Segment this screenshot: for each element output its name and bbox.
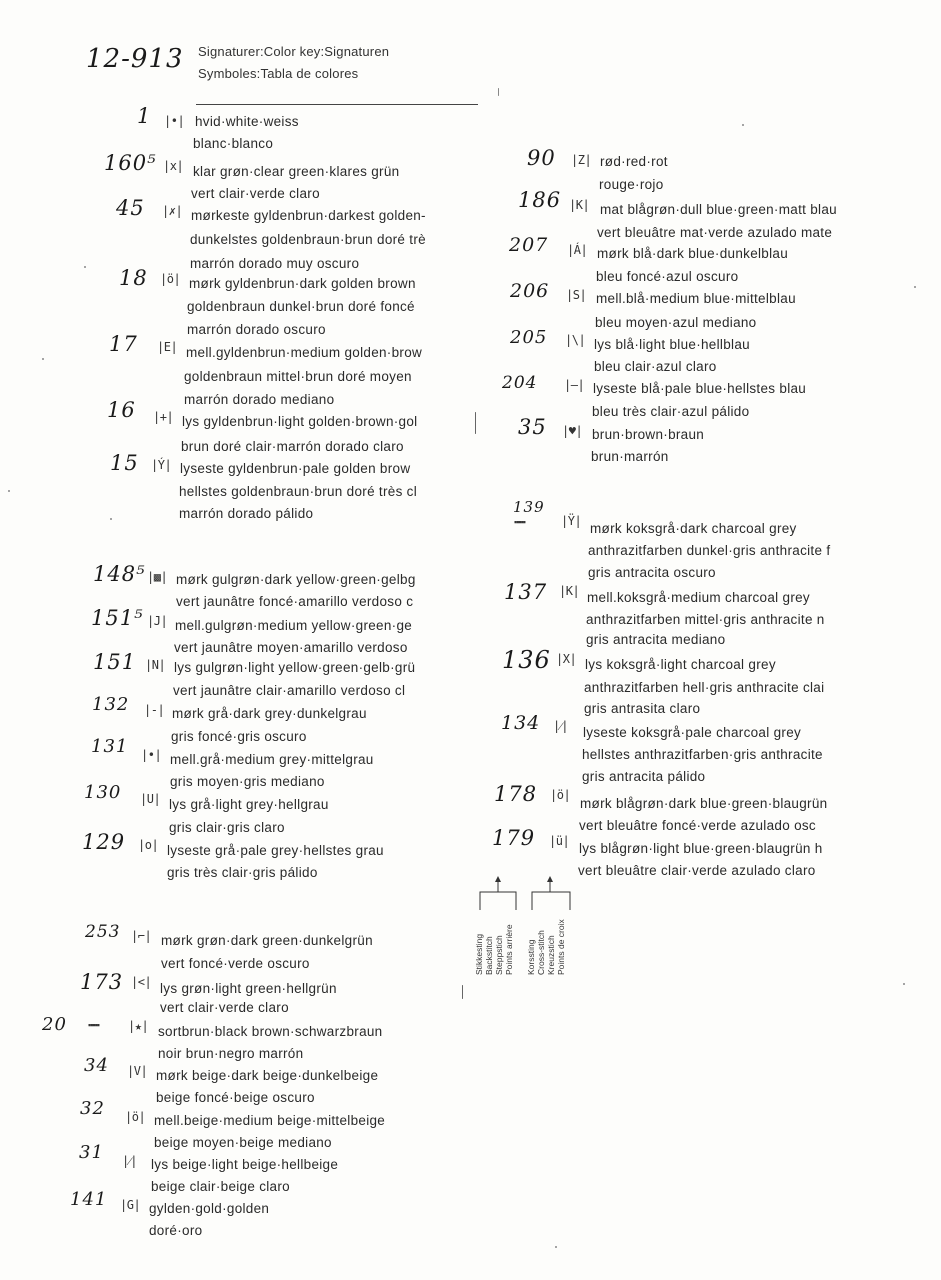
symbol-box: |♥|: [562, 424, 583, 438]
legend-brackets: [470, 874, 590, 914]
symbol-box: |U|: [140, 792, 161, 806]
color-name: marrón dorado mediano: [184, 392, 335, 407]
color-name: gris moyen·gris mediano: [170, 774, 325, 789]
color-number: 137: [504, 580, 548, 604]
color-name: klar grøn·clear green·klares grün: [193, 164, 400, 179]
color-name: mørk koksgrå·dark charcoal grey: [590, 521, 797, 536]
color-name: gylden·gold·golden: [149, 1201, 270, 1216]
color-number: 16: [107, 398, 136, 422]
legend-backstitch-label: Points arrière: [504, 924, 514, 975]
color-name: vert bleuâtre foncé·verde azulado osc: [579, 818, 816, 833]
symbol-box: |\|: [565, 333, 586, 347]
color-name: bleu moyen·azul mediano: [595, 315, 757, 330]
symbol-box: |G|: [120, 1198, 141, 1212]
color-number: 204: [502, 373, 538, 393]
symbol-box: |V|: [127, 1064, 148, 1078]
scan-mark: [498, 88, 499, 96]
color-name: gris antracita mediano: [586, 632, 726, 647]
color-name: beige foncé·beige oscuro: [156, 1090, 315, 1105]
color-name: mell.koksgrå·medium charcoal grey: [587, 590, 810, 605]
color-number: 132: [92, 694, 130, 715]
scan-speck: [742, 124, 744, 126]
color-name: dunkelstes goldenbraun·brun doré trè: [190, 232, 426, 247]
color-name: gris antrasita claro: [584, 701, 701, 716]
color-name: hellstes goldenbraun·brun doré très cl: [179, 484, 418, 499]
color-number: 129: [82, 830, 126, 854]
symbol-box: |-|: [144, 703, 165, 717]
color-name: noir brun·negro marrón: [158, 1046, 304, 1061]
color-name: brun·marrón: [591, 449, 669, 464]
color-name: vert bleuâtre clair·verde azulado claro: [578, 863, 816, 878]
symbol-box: |<|: [131, 975, 152, 989]
legend-cross-stitch-label: Kreuzstich: [546, 935, 556, 975]
color-number: 148⁵: [93, 562, 146, 586]
color-name: lys grøn·light green·hellgrün: [160, 981, 337, 996]
color-name: sortbrun·black brown·schwarzbraun: [158, 1024, 383, 1039]
color-number: 186: [518, 188, 562, 212]
color-name: mørk grøn·dark green·dunkelgrün: [161, 933, 373, 948]
color-name: mell.beige·medium beige·mittelbeige: [154, 1113, 386, 1128]
color-name: goldenbraun dunkel·brun doré foncé: [187, 299, 415, 314]
arrow-up-icon: [495, 876, 501, 882]
arrow-up-icon: [547, 876, 553, 882]
symbol-box: |J|: [147, 614, 168, 628]
color-name: lys gulgrøn·light yellow·green·gelb·grü: [174, 660, 416, 675]
color-name: marrón dorado muy oscuro: [190, 256, 360, 271]
color-number: 45: [116, 196, 145, 220]
color-number: 90: [527, 146, 556, 170]
color-name: mørk blågrøn·dark blue·green·blaugrün: [580, 796, 828, 811]
color-name: gris foncé·gris oscuro: [171, 729, 307, 744]
legend-cross-stitch-label: Korssting: [526, 939, 536, 975]
header-rule: [196, 104, 478, 105]
symbol-box: |o|: [138, 838, 159, 852]
color-number: 17: [109, 332, 138, 356]
color-name: rouge·rojo: [599, 177, 664, 192]
symbol-box: |•|: [141, 748, 162, 762]
symbol-box: |x|: [163, 159, 184, 173]
color-name: mell.gulgrøn·medium yellow·green·ge: [175, 618, 413, 633]
color-name: mørkeste gyldenbrun·darkest golden-: [191, 208, 426, 223]
symbol-box: |–|: [564, 378, 585, 392]
symbol-box: |N|: [145, 658, 166, 672]
color-name: vert bleuâtre mat·verde azulado mate: [597, 225, 833, 240]
color-name: lys blå·light blue·hellblau: [594, 337, 750, 352]
color-name: bleu clair·azul claro: [594, 359, 717, 374]
color-name: mørk blå·dark blue·dunkelblau: [597, 246, 789, 261]
color-name: doré·oro: [149, 1223, 203, 1238]
symbol-box: |+|: [153, 410, 174, 424]
color-number: 34: [84, 1055, 109, 1076]
scan-speck: [8, 490, 10, 492]
color-name: lyseste grå·pale grey·hellstes grau: [167, 843, 384, 858]
color-name: hvid·white·weiss: [195, 114, 299, 129]
symbol-box: |✗|: [162, 204, 183, 218]
color-number: 151⁵: [91, 606, 144, 630]
color-name: lys grå·light grey·hellgrau: [169, 797, 329, 812]
color-name: lys gyldenbrun·light golden·brown·gol: [182, 414, 418, 429]
color-name: mell.grå·medium grey·mittelgrau: [170, 752, 374, 767]
color-name: vert jaunâtre moyen·amarillo verdoso: [174, 640, 408, 655]
color-number: 15: [110, 451, 139, 475]
color-number: 136: [502, 646, 551, 674]
color-number: 130: [84, 782, 122, 803]
color-number: 178: [494, 782, 538, 806]
color-name: beige clair·beige claro: [151, 1179, 290, 1194]
symbol-box: |Ε|: [157, 340, 178, 354]
symbol-box: |X|: [556, 652, 577, 666]
legend-cross-stitch-label: Points de croix: [556, 919, 566, 975]
color-name: vert foncé·verde oscuro: [161, 956, 310, 971]
color-name: mell.gyldenbrun·medium golden·brow: [186, 345, 423, 360]
header-line-2: Symboles:Tabla de colores: [198, 66, 359, 81]
backstitch-dashes: ▪▪▪▪▪: [88, 1020, 99, 1030]
scan-speck: [555, 1246, 557, 1248]
symbol-box: |ö|: [160, 272, 181, 286]
legend-backstitch-label: Steppstich: [494, 935, 504, 975]
color-number: 206: [510, 280, 550, 302]
color-name: vert clair·verde claro: [160, 1000, 289, 1015]
color-name: anthrazitfarben hell·gris anthracite clai: [584, 680, 825, 695]
color-number: 31: [79, 1142, 104, 1163]
color-name: vert clair·verde claro: [191, 186, 320, 201]
symbol-box: |ö|: [550, 788, 571, 802]
scan-speck: [42, 358, 44, 360]
color-name: lys koksgrå·light charcoal grey: [585, 657, 776, 672]
symbol-box: |•|: [164, 114, 185, 128]
color-name: mørk grå·dark grey·dunkelgrau: [172, 706, 367, 721]
color-number: 134: [501, 712, 541, 734]
color-number: 151: [93, 650, 137, 674]
scan-speck: [903, 983, 905, 985]
backstitch-dashes: ▪▪▪▪▪: [514, 517, 525, 527]
scan-speck: [110, 518, 112, 520]
color-name: bleu très clair·azul pálido: [592, 404, 750, 419]
color-name: beige moyen·beige mediano: [154, 1135, 332, 1150]
legend-cross-stitch-label: Cross-stitch: [536, 930, 546, 975]
color-number: 179: [492, 826, 536, 850]
color-name: lyseste gyldenbrun·pale golden brow: [180, 461, 411, 476]
symbol-box: |K|: [559, 584, 580, 598]
symbol-box: |▩|: [147, 570, 168, 584]
color-number: 207: [509, 234, 549, 256]
color-name: lys beige·light beige·hellbeige: [151, 1157, 339, 1172]
color-number: 32: [80, 1098, 105, 1119]
color-name: vert jaunâtre foncé·amarillo verdoso c: [176, 594, 414, 609]
color-name: marrón dorado oscuro: [187, 322, 326, 337]
header-line-1: Signaturer:Color key:Signaturen: [198, 44, 390, 59]
color-number: 141: [70, 1189, 108, 1210]
color-number: 18: [119, 266, 148, 290]
scan-mark: [475, 412, 476, 434]
color-name: mat blågrøn·dull blue·green·matt blau: [600, 202, 837, 217]
color-name: goldenbraun mittel·brun doré moyen: [184, 369, 412, 384]
color-name: brun·brown·braun: [592, 427, 705, 442]
symbol-box: |Á|: [567, 243, 588, 257]
color-name: vert jaunâtre clair·amarillo verdoso cl: [173, 683, 406, 698]
legend-backstitch-label: Backstitch: [484, 936, 494, 975]
symbol-box: |ü|: [549, 834, 570, 848]
color-name: lyseste blå·pale blue·hellstes blau: [593, 381, 807, 396]
legend-backstitch-label: Stikkesting: [474, 933, 484, 975]
symbol-box: |S|: [566, 288, 587, 302]
color-name: rød·red·rot: [600, 154, 668, 169]
color-name: lys blågrøn·light blue·green·blaugrün h: [579, 841, 823, 856]
symbol-box: |ö|: [125, 1110, 146, 1124]
color-name: mørk gyldenbrun·dark golden brown: [189, 276, 416, 291]
symbol-box: |★|: [128, 1019, 149, 1033]
color-name: mell.blå·medium blue·mittelblau: [596, 291, 796, 306]
color-name: blanc·blanco: [193, 136, 274, 151]
color-name: gris très clair·gris pálido: [167, 865, 318, 880]
color-number: 131: [91, 736, 129, 757]
color-name: gris antracita oscuro: [588, 565, 716, 580]
color-name: anthrazitfarben dunkel·gris anthracite f: [588, 543, 831, 558]
color-number: 205: [510, 327, 548, 348]
color-number: 1: [137, 104, 152, 128]
symbol-box: |Ý|: [151, 458, 172, 472]
symbol-box: |⌐|: [131, 929, 152, 943]
color-name: mørk gulgrøn·dark yellow·green·gelbg: [176, 572, 416, 587]
color-name: brun doré clair·marrón dorado claro: [181, 439, 404, 454]
pattern-code: 12-913: [86, 44, 184, 74]
symbol-box: |⁄|: [553, 719, 568, 733]
color-name: lyseste koksgrå·pale charcoal grey: [583, 725, 802, 740]
scan-speck: [84, 266, 86, 268]
color-name: anthrazitfarben mittel·gris anthracite n: [586, 612, 825, 627]
symbol-box: |K|: [569, 198, 590, 212]
color-name: gris antracita pálido: [582, 769, 706, 784]
color-number: 160⁵: [104, 151, 157, 175]
scan-mark: [462, 985, 463, 999]
color-number: 139: [513, 498, 545, 516]
color-name: marrón dorado pálido: [179, 506, 314, 521]
color-number: 173: [80, 970, 124, 994]
color-name: bleu foncé·azul oscuro: [596, 269, 739, 284]
color-number: 35: [518, 415, 547, 439]
scan-speck: [914, 286, 916, 288]
color-name: mørk beige·dark beige·dunkelbeige: [156, 1068, 379, 1083]
symbol-box: |Z|: [571, 153, 592, 167]
symbol-box: |⁄|: [122, 1154, 137, 1168]
symbol-box: |Ÿ|: [561, 514, 582, 528]
color-number: 20: [42, 1014, 67, 1035]
color-name: hellstes anthrazitfarben·gris anthracite: [582, 747, 823, 762]
color-name: gris clair·gris claro: [169, 820, 285, 835]
color-number: 253: [85, 922, 121, 942]
